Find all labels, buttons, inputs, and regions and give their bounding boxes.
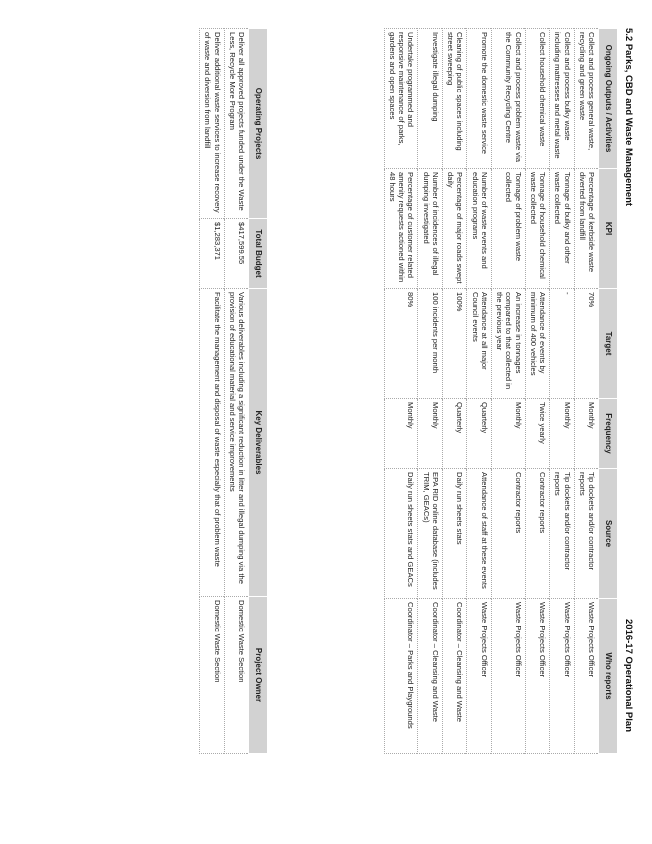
table-cell: Coordinator – Parks and Playgrounds <box>384 599 418 754</box>
table-cell: Monthly <box>492 399 526 469</box>
table-cell: Attendance of staff at these events <box>467 469 492 599</box>
table-cell: Waste Projects Officer <box>467 599 492 754</box>
table-cell: Daily run sheets stats and GEACs <box>384 469 418 599</box>
outputs-table <box>384 28 618 754</box>
table-row <box>384 29 418 754</box>
table-cell: Tonnage of household chemical waste collected <box>525 169 550 289</box>
table-cell: Contractor reports <box>492 469 526 599</box>
column-header: Key Deliverables <box>249 289 268 597</box>
column-header: Source <box>599 469 618 599</box>
table-row <box>492 29 526 754</box>
table-cell: An increase in tonnages compared to that collected in the previous year <box>492 289 526 399</box>
table-cell: Tip dockets and/or contractor reports <box>550 469 575 599</box>
table-cell: Twice yearly <box>525 399 550 469</box>
plan-title: 2016-17 Operational Plan <box>623 619 634 732</box>
table-cell: $1,283,371 <box>200 219 225 289</box>
table-cell: Monthly <box>384 399 418 469</box>
table-cell: Attendance at all major Council events <box>467 289 492 399</box>
table-cell: Various deliverables including a significant reduction in litter and illegal dumping via the provision of educational material and service improvements <box>224 289 249 597</box>
table-cell: Collect and process problem waste via the Community Recycling Centre <box>492 29 526 169</box>
table-cell: Contractor reports <box>525 469 550 599</box>
table-cell: Monthly <box>574 399 599 469</box>
table-cell: Number of waste events and education programs <box>467 169 492 289</box>
table-cell: Percentage of kerbside waste diverted from landfill <box>574 169 599 289</box>
column-header: Project Owner <box>249 597 268 754</box>
table-cell: Coordinator – Cleansing and Waste <box>443 599 468 754</box>
section-title: 5.2 Parks, CBD and Waste Management <box>623 28 634 207</box>
column-header: KPI <box>599 169 618 289</box>
table-cell: Deliver all approved projects funded under the Waste Less, Recycle More Program <box>224 29 249 219</box>
project-row <box>200 29 225 754</box>
projects-table <box>199 28 268 754</box>
column-header: Target <box>599 289 618 399</box>
table-cell: Percentage of customer related amenity requests actioned within 48 hours <box>384 169 418 289</box>
table-row <box>418 29 443 754</box>
table-cell: $417,599.55 <box>224 219 249 289</box>
table-cell: Collect and process bulky waste including mattresses and metal waste <box>550 29 575 169</box>
table-cell: Coordinator – Cleansing and Waste <box>418 599 443 754</box>
table-cell: Quarterly <box>443 399 468 469</box>
table-cell: Percentage of major roads swept daily <box>443 169 468 289</box>
column-header: Who reports <box>599 599 618 754</box>
column-header: Ongoing Outputs / Activities <box>599 29 618 169</box>
table-cell: Tip dockets and/or contractor reports <box>574 469 599 599</box>
table-cell: Monthly <box>418 399 443 469</box>
table-cell: Daily run sheets stats <box>443 469 468 599</box>
table-cell: Number of incidences of illegal dumping investigated <box>418 169 443 289</box>
table-cell: Quarterly <box>467 399 492 469</box>
table-cell: Facilitate the management and disposal of waste especially that of problem waste <box>200 289 225 597</box>
table-cell: Waste Projects Officer <box>574 599 599 754</box>
table-cell: Waste Projects Officer <box>492 599 526 754</box>
project-row <box>224 29 249 754</box>
table-cell: Undertake programmed and responsive maintenance of parks, gardens and open spaces <box>384 29 418 169</box>
table-cell: Investigate illegal dumping <box>418 29 443 169</box>
table-cell: Collect household chemical waste <box>525 29 550 169</box>
table-cell: - <box>550 289 575 399</box>
table-row <box>443 29 468 754</box>
table-cell: Domestic Waste Section <box>200 597 225 754</box>
table-row <box>467 29 492 754</box>
table-cell: Collect and process general waste, recycling and green waste <box>574 29 599 169</box>
table-cell: 80% <box>384 289 418 399</box>
table-cell: Deliver additional waste services to increase recovery of waste and diversion from landfill <box>200 29 225 219</box>
table-cell: Cleaning of public spaces including street sweeping <box>443 29 468 169</box>
table-cell: Tonnage of problem waste collected <box>492 169 526 289</box>
table-cell: Promote the domestic waste service <box>467 29 492 169</box>
table-cell: Waste Projects Officer <box>525 599 550 754</box>
column-header: Total Budget <box>249 219 268 289</box>
table-row <box>574 29 599 754</box>
table-row <box>550 29 575 754</box>
column-header: Operating Projects <box>249 29 268 219</box>
table-cell: EPA RID online database (includes TRIM, GEACs) <box>418 469 443 599</box>
table-cell: Domestic Waste Section <box>224 597 249 754</box>
table-row <box>525 29 550 754</box>
table-cell: Monthly <box>550 399 575 469</box>
table-cell: Waste Projects Officer <box>550 599 575 754</box>
column-header: Frequency <box>599 399 618 469</box>
table-cell: 100% <box>443 289 468 399</box>
table-cell: 70% <box>574 289 599 399</box>
table-cell: Tonnage of bulky and other waste collected <box>550 169 575 289</box>
table-cell: Attendance of events by minimum of 400 vehicles <box>525 289 550 399</box>
table-cell: 100 incidents per month <box>418 289 443 399</box>
